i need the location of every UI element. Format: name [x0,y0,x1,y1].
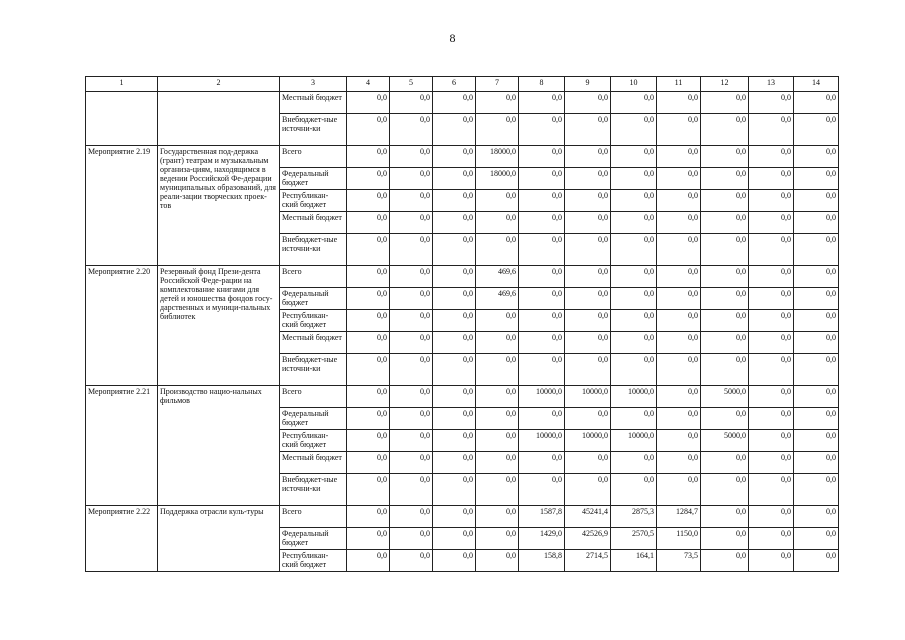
value-cell: 0,0 [390,310,433,332]
value-cell: 0,0 [794,506,839,528]
value-cell: 0,0 [347,506,390,528]
value-cell: 1150,0 [657,528,701,550]
value-cell: 0,0 [390,452,433,474]
value-cell: 0,0 [565,266,611,288]
value-cell: 0,0 [701,234,749,266]
value-cell: 0,0 [390,92,433,114]
column-number-header: 7 [476,77,519,92]
value-cell: 0,0 [347,386,390,408]
value-cell: 0,0 [347,92,390,114]
value-cell: 0,0 [433,452,476,474]
value-cell: 0,0 [390,190,433,212]
value-cell: 0,0 [701,528,749,550]
column-number-header: 6 [433,77,476,92]
value-cell: 45241,4 [565,506,611,528]
value-cell: 0,0 [657,146,701,168]
value-cell: 0,0 [749,386,794,408]
value-cell: 0,0 [794,92,839,114]
value-cell: 0,0 [794,386,839,408]
value-cell: 0,0 [657,190,701,212]
value-cell: 0,0 [611,234,657,266]
value-cell: 0,0 [565,474,611,506]
value-cell: 0,0 [701,114,749,146]
event-id-cell: Мероприятие 2.20 [86,266,158,386]
funding-source-cell: Федеральный бюджет [280,288,347,310]
column-number-header: 9 [565,77,611,92]
value-cell: 0,0 [347,528,390,550]
value-cell: 0,0 [657,168,701,190]
value-cell: 0,0 [701,168,749,190]
event-id-cell: Мероприятие 2.21 [86,386,158,506]
value-cell: 0,0 [657,234,701,266]
value-cell: 5000,0 [701,430,749,452]
value-cell: 0,0 [794,408,839,430]
table-row [86,146,839,168]
value-cell: 0,0 [476,310,519,332]
value-cell: 18000,0 [476,146,519,168]
value-cell: 2570,5 [611,528,657,550]
value-cell: 0,0 [347,474,390,506]
value-cell: 0,0 [701,332,749,354]
value-cell: 0,0 [657,354,701,386]
value-cell: 0,0 [749,212,794,234]
funding-source-cell: Внебюджет-ные источни-ки [280,114,347,146]
value-cell: 158,8 [519,550,565,572]
value-cell: 0,0 [519,168,565,190]
column-number-header: 2 [158,77,280,92]
value-cell: 0,0 [433,408,476,430]
value-cell: 1429,0 [519,528,565,550]
value-cell: 0,0 [749,190,794,212]
value-cell: 0,0 [476,190,519,212]
value-cell: 0,0 [701,452,749,474]
value-cell: 0,0 [611,408,657,430]
value-cell: 0,0 [657,474,701,506]
value-cell: 0,0 [433,266,476,288]
value-cell: 0,0 [749,92,794,114]
event-description-cell: Резервный фонд Прези-дента Российской Феде-рации на комплектование книгами для детей и юношества фондов госу-дарственных и муници-пальных библиотек [158,266,280,386]
funding-source-cell: Республикан-ский бюджет [280,430,347,452]
value-cell: 0,0 [476,474,519,506]
value-cell: 0,0 [433,528,476,550]
value-cell: 0,0 [657,332,701,354]
funding-source-cell: Местный бюджет [280,332,347,354]
value-cell: 0,0 [519,114,565,146]
value-cell: 0,0 [476,114,519,146]
event-description-cell: Государственная под-держка (грант) театрам и музыкальным организа-циям, находящимся в ведении Российской Фе-дерации муниципальных образований, для реали-зации творческих проек-тов [158,146,280,266]
value-cell: 0,0 [657,288,701,310]
column-number-header: 14 [794,77,839,92]
value-cell: 0,0 [749,288,794,310]
value-cell: 0,0 [390,430,433,452]
value-cell: 0,0 [749,408,794,430]
value-cell: 0,0 [390,114,433,146]
value-cell: 0,0 [433,190,476,212]
column-number-header: 11 [657,77,701,92]
value-cell: 0,0 [701,354,749,386]
value-cell: 0,0 [701,266,749,288]
value-cell: 0,0 [519,92,565,114]
page-number: 8 [449,31,456,45]
value-cell: 0,0 [433,430,476,452]
value-cell: 0,0 [701,310,749,332]
value-cell: 0,0 [701,92,749,114]
value-cell: 0,0 [794,354,839,386]
value-cell: 0,0 [433,234,476,266]
value-cell: 10000,0 [611,430,657,452]
value-cell: 0,0 [433,288,476,310]
value-cell: 0,0 [347,114,390,146]
value-cell: 0,0 [794,332,839,354]
value-cell: 0,0 [701,408,749,430]
value-cell: 10000,0 [519,430,565,452]
value-cell: 0,0 [794,212,839,234]
column-number-header: 12 [701,77,749,92]
value-cell: 0,0 [347,234,390,266]
funding-source-cell: Всего [280,386,347,408]
value-cell: 0,0 [390,408,433,430]
value-cell: 0,0 [433,474,476,506]
value-cell: 0,0 [657,212,701,234]
value-cell: 0,0 [749,430,794,452]
value-cell: 0,0 [565,408,611,430]
value-cell: 0,0 [565,354,611,386]
column-number-header: 10 [611,77,657,92]
value-cell: 0,0 [749,310,794,332]
value-cell: 0,0 [701,506,749,528]
value-cell: 0,0 [794,266,839,288]
value-cell: 0,0 [794,288,839,310]
funding-source-cell: Федеральный бюджет [280,408,347,430]
value-cell: 0,0 [390,354,433,386]
value-cell: 0,0 [749,146,794,168]
value-cell: 0,0 [701,474,749,506]
value-cell: 0,0 [476,506,519,528]
value-cell: 0,0 [611,288,657,310]
value-cell: 0,0 [519,474,565,506]
value-cell: 0,0 [519,288,565,310]
funding-source-cell: Местный бюджет [280,92,347,114]
value-cell: 0,0 [390,266,433,288]
value-cell: 0,0 [794,430,839,452]
value-cell: 0,0 [657,452,701,474]
value-cell: 0,0 [749,550,794,572]
value-cell: 0,0 [347,452,390,474]
value-cell: 0,0 [749,332,794,354]
value-cell: 18000,0 [476,168,519,190]
funding-source-cell: Республикан-ский бюджет [280,190,347,212]
value-cell: 0,0 [519,190,565,212]
event-id-cell: Мероприятие 2.22 [86,506,158,572]
funding-source-cell: Внебюджет-ные источни-ки [280,474,347,506]
value-cell: 0,0 [476,234,519,266]
value-cell: 0,0 [390,506,433,528]
value-cell: 0,0 [433,92,476,114]
value-cell: 0,0 [611,146,657,168]
value-cell: 0,0 [519,310,565,332]
value-cell: 0,0 [657,266,701,288]
value-cell: 0,0 [347,310,390,332]
value-cell: 0,0 [611,332,657,354]
value-cell: 0,0 [611,92,657,114]
value-cell: 0,0 [390,288,433,310]
value-cell: 0,0 [749,474,794,506]
value-cell: 0,0 [347,550,390,572]
value-cell: 0,0 [701,288,749,310]
value-cell: 0,0 [433,168,476,190]
value-cell: 0,0 [657,408,701,430]
column-number-header: 13 [749,77,794,92]
budget-table [85,76,839,572]
value-cell: 0,0 [476,212,519,234]
column-number-header: 8 [519,77,565,92]
value-cell: 0,0 [701,146,749,168]
value-cell: 10000,0 [565,430,611,452]
value-cell: 0,0 [657,386,701,408]
value-cell: 1587,8 [519,506,565,528]
funding-source-cell: Республикан-ский бюджет [280,310,347,332]
funding-source-cell: Внебюджет-ные источни-ки [280,234,347,266]
value-cell: 0,0 [519,408,565,430]
value-cell: 0,0 [794,234,839,266]
value-cell: 0,0 [657,92,701,114]
value-cell: 0,0 [749,452,794,474]
value-cell: 0,0 [347,146,390,168]
value-cell: 0,0 [794,452,839,474]
value-cell: 0,0 [390,212,433,234]
value-cell: 0,0 [565,212,611,234]
table-row [86,386,839,408]
value-cell: 2714,5 [565,550,611,572]
value-cell: 0,0 [611,354,657,386]
value-cell: 0,0 [433,114,476,146]
value-cell: 0,0 [749,266,794,288]
funding-source-cell: Всего [280,266,347,288]
value-cell: 0,0 [433,354,476,386]
value-cell: 0,0 [749,506,794,528]
value-cell: 0,0 [519,452,565,474]
value-cell: 0,0 [611,310,657,332]
value-cell: 0,0 [433,332,476,354]
value-cell: 10000,0 [611,386,657,408]
value-cell: 0,0 [657,114,701,146]
value-cell: 164,1 [611,550,657,572]
value-cell: 0,0 [565,146,611,168]
value-cell: 0,0 [476,386,519,408]
value-cell: 0,0 [390,332,433,354]
value-cell: 0,0 [794,146,839,168]
value-cell: 0,0 [794,528,839,550]
value-cell: 0,0 [657,310,701,332]
funding-source-cell: Федеральный бюджет [280,168,347,190]
value-cell: 0,0 [611,474,657,506]
value-cell: 0,0 [565,190,611,212]
value-cell: 0,0 [519,266,565,288]
value-cell: 0,0 [611,452,657,474]
event-id-cell: Мероприятие 2.19 [86,146,158,266]
value-cell: 0,0 [794,310,839,332]
value-cell: 0,0 [701,190,749,212]
value-cell: 0,0 [565,92,611,114]
value-cell: 0,0 [433,506,476,528]
value-cell: 0,0 [347,190,390,212]
value-cell: 0,0 [794,550,839,572]
value-cell: 0,0 [347,266,390,288]
funding-source-cell: Федеральный бюджет [280,528,347,550]
value-cell: 0,0 [433,386,476,408]
event-id-cell [86,92,158,146]
value-cell: 0,0 [794,474,839,506]
event-description-cell: Поддержка отрасли куль-туры [158,506,280,572]
table-row [86,92,839,114]
value-cell: 0,0 [749,354,794,386]
funding-source-cell: Всего [280,506,347,528]
funding-source-cell: Республикан-ский бюджет [280,550,347,572]
event-description-cell: Производство нацио-нальных фильмов [158,386,280,506]
funding-source-cell: Местный бюджет [280,212,347,234]
value-cell: 0,0 [476,332,519,354]
funding-source-cell: Местный бюджет [280,452,347,474]
value-cell: 0,0 [390,386,433,408]
value-cell: 0,0 [390,234,433,266]
value-cell: 0,0 [749,114,794,146]
value-cell: 0,0 [347,288,390,310]
value-cell: 0,0 [347,408,390,430]
value-cell: 10000,0 [519,386,565,408]
value-cell: 0,0 [519,332,565,354]
value-cell: 0,0 [611,190,657,212]
value-cell: 0,0 [347,354,390,386]
value-cell: 0,0 [390,146,433,168]
value-cell: 0,0 [611,212,657,234]
value-cell: 469,6 [476,266,519,288]
value-cell: 0,0 [565,332,611,354]
value-cell: 0,0 [347,168,390,190]
funding-source-cell: Внебюджет-ные источни-ки [280,354,347,386]
value-cell: 0,0 [565,452,611,474]
value-cell: 0,0 [433,146,476,168]
value-cell: 0,0 [390,550,433,572]
value-cell: 0,0 [476,408,519,430]
value-cell: 1284,7 [657,506,701,528]
column-number-header: 1 [86,77,158,92]
value-cell: 0,0 [565,288,611,310]
value-cell: 0,0 [433,310,476,332]
value-cell: 0,0 [519,146,565,168]
value-cell: 0,0 [476,92,519,114]
event-description-cell [158,92,280,146]
value-cell: 0,0 [519,212,565,234]
column-number-row [86,77,839,92]
value-cell: 0,0 [519,234,565,266]
value-cell: 0,0 [749,528,794,550]
value-cell: 0,0 [476,452,519,474]
value-cell: 0,0 [476,550,519,572]
table-row [86,506,839,528]
column-number-header: 3 [280,77,347,92]
value-cell: 5000,0 [701,386,749,408]
value-cell: 0,0 [565,310,611,332]
value-cell: 0,0 [476,354,519,386]
value-cell: 0,0 [347,430,390,452]
value-cell: 0,0 [476,430,519,452]
column-number-header: 5 [390,77,433,92]
column-number-header: 4 [347,77,390,92]
value-cell: 0,0 [390,168,433,190]
value-cell: 0,0 [794,168,839,190]
value-cell: 0,0 [565,168,611,190]
value-cell: 0,0 [611,168,657,190]
value-cell: 0,0 [519,354,565,386]
value-cell: 0,0 [565,234,611,266]
value-cell: 0,0 [390,474,433,506]
value-cell: 0,0 [794,114,839,146]
value-cell: 0,0 [701,550,749,572]
funding-source-cell: Всего [280,146,347,168]
value-cell: 10000,0 [565,386,611,408]
value-cell: 0,0 [611,114,657,146]
value-cell: 0,0 [611,266,657,288]
value-cell: 0,0 [749,168,794,190]
value-cell: 469,6 [476,288,519,310]
value-cell: 0,0 [433,550,476,572]
value-cell: 0,0 [476,528,519,550]
value-cell: 0,0 [749,234,794,266]
value-cell: 0,0 [794,190,839,212]
value-cell: 42526,9 [565,528,611,550]
value-cell: 0,0 [565,114,611,146]
value-cell: 0,0 [657,430,701,452]
value-cell: 0,0 [347,212,390,234]
value-cell: 2875,3 [611,506,657,528]
value-cell: 73,5 [657,550,701,572]
value-cell: 0,0 [701,212,749,234]
value-cell: 0,0 [347,332,390,354]
value-cell: 0,0 [390,528,433,550]
table-row [86,266,839,288]
value-cell: 0,0 [433,212,476,234]
